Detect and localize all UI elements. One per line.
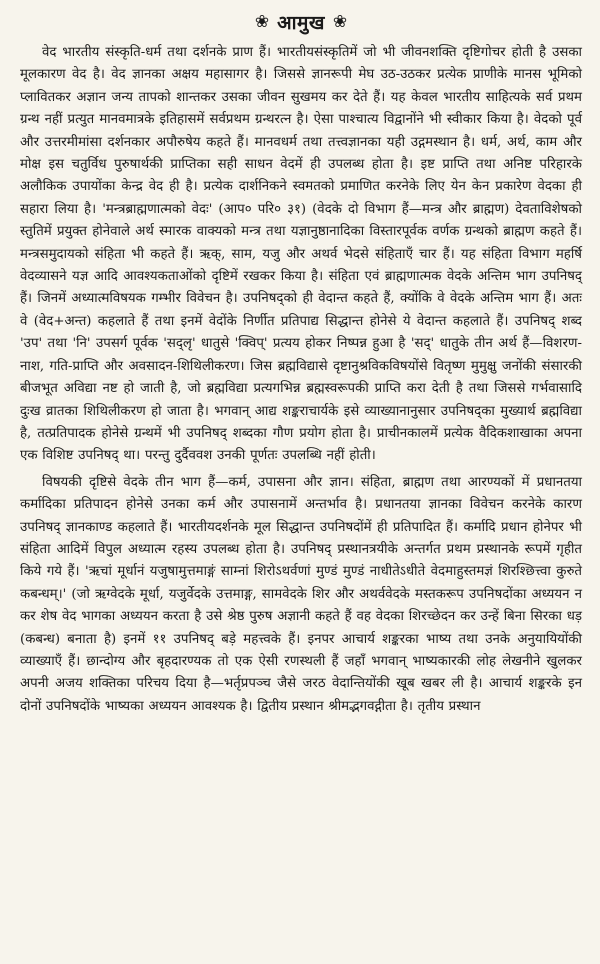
flower-ornament-left-icon: ❀ <box>254 11 270 32</box>
page-title: आमुख <box>277 12 325 34</box>
paragraph-2: विषयकी दृष्टिसे वेदके तीन भाग हैं—कर्म, उपासना और ज्ञान। संहिता, ब्राह्मण तथा आरण्यकों में प्रधानतया कर्मादिका प्रतिपादन होनेसे उनका कर्म और उपासनामें अन्तर्भाव है। प्रधानतया ज्ञानका विवेचन करनेके कारण उपनिषद् ज्ञानकाण्ड कहलाते हैं। भारतीयदर्शनके मूल सिद्धान्त उपनिषदोंमें ही प्रतिपादित हैं। कर्मादि प्रधान होनेपर भी संहिता आदिमें विपुल अध्यात्म रहस्य उपलब्ध होता है। उपनिषद् प्रस्थानत्रयीके अन्तर्गत प्रथम प्रस्थानके रूपमें गृहीत किये गये हैं। 'ऋचां मूर्धानं यजुषामुत्तमाङ्गं साम्नां शिरोऽथर्वणां मुण्डं मुण्डं नाधीतेऽधीते वेदमाहुस्तमज्ञं शिरश्छित्त्वा कुरुते कबन्धम्।' (जो ऋग्वेदके मूर्धा, यजुर्वेदके उत्तमाङ्ग, सामवेदके शिर और अथर्ववेदके मस्तकरूप उपनिषदोंका अध्ययन न कर शेष वेद भागका अध्ययन करता है उसे श्रेष्ठ पुरुष अज्ञानी कहते हैं वह वेदका शिरच्छेदन कर उन्हें बिना सिरका धड़ (कबन्ध) बनाता है) इनमें ११ उपनिषद् बड़े महत्त्वके हैं। इनपर आचार्य शङ्करका भाष्य तथा उनके अनुयायियोंकी व्याख्याएँ हैं। छान्दोग्य और बृहदारण्यक तो एक ऐसी रणस्थली हैं जहाँ भगवान् भाष्यकारकी लोह लेखनीने खुलकर अपनी अजय शक्तिका परिचय दिया है—भर्तृप्रपञ्च जैसे जरठ वेदान्तियोंकी खूब खबर ली है। आचार्य शङ्करके इन दोनों उपनिषदोंके भाष्यका अध्ययन आवश्यक है। द्वितीय प्रस्थान श्रीमद्भगवद्गीता है। तृतीय प्रस्थान <box>20 474 582 714</box>
heading-row <box>20 8 582 36</box>
paragraph-1: वेद भारतीय संस्कृति-धर्म तथा दर्शनके प्राण हैं। भारतीयसंस्कृतिमें जो भी जीवनशक्ति दृष्टिगोचर होती है उसका मूलकारण वेद है। वेद ज्ञानका अक्षय महासागर है। जिससे ज्ञानरूपी मेघ उठ-उठकर प्रत्येक प्राणीके मानस भूमिको प्लावितकर अज्ञान जन्य तापको शान्तकर उसका जीवन सुखमय कर देते हैं। यह केवल भारतीय साहित्यके सर्व प्रथम ग्रन्थ नहीं प्रत्युत मानवमात्रके इतिहासमें सर्वप्रथम ग्रन्थरत्न है। ऐसा पाश्चात्य विद्वानोंने भी स्वीकार किया है। वेदको पूर्व और उत्तरमीमांसा दर्शनकार अपौरुषेय कहते हैं। मानवधर्म तथा तत्त्वज्ञानका यही उद्गमस्थान है। धर्म, अर्थ, काम और मोक्ष इस चतुर्विध पुरुषार्थकी प्राप्तिका सही साधन वेदमें ही उपलब्ध होता है। इष्ट प्राप्ति तथा अनिष्ट परिहारके अलौकिक उपायोंका केन्द्र वेद ही है। प्रत्येक दार्शनिकने स्वमतको प्रमाणित करनेके लिए येन केन प्रकारेण वेदका ही सहारा लिया है। 'मन्त्रब्राह्मणात्मको वेदः' (आप० परि० ३१) (वेदके दो विभाग हैं—मन्त्र और ब्राह्मण) देवताविशेषको स्तुतिमें प्रयुक्त होनेवाले अर्थ स्मारक वाक्यको मन्त्र तथा यज्ञानुष्ठानादिका विस्तारपूर्वक वर्णक ग्रन्थको ब्राह्मण कहते हैं। मन्त्रसमुदायको संहिता भी कहते हैं। ऋक्, साम, यजु और अथर्व भेदसे संहिताएँ चार हैं। यह संहिता विभाग महर्षि वेदव्यासने यज्ञ आदि आवश्यकताओंको दृष्टिमें रखकर किया है। संहिता एवं ब्राह्मणात्मक वेदके अन्तिम भाग उपनिषद् हैं। जिनमें अध्यात्मविषयक गम्भीर विवेचन है। उपनिषद्को ही वेदान्त कहते हैं, क्योंकि वे वेदके अन्तिम भाग हैं। अतः वे (वेद+अन्त) कहलाते हैं तथा इनमें वेदोंके निर्णीत प्रतिपाद्य सिद्धान्त होनेसे ये वेदान्त कहलाते हैं। उपनिषद् शब्द 'उप' तथा 'नि' उपसर्ग पूर्वक 'सद्लृ' धातुसे 'क्विप्' प्रत्यय होकर निष्पन्न हुआ है 'सद्' धातुके तीन अर्थ हैं—विशरण-नाश, गति-प्राप्ति और अवसादन-शिथिलीकरण। जिस ब्रह्मविद्यासे दृष्टानुश्रविकविषयोंसे वितृष्ण मुमुक्षु जनोंकी संसारकी बीजभूत अविद्या नष्ट हो जाती है, जो ब्रह्मविद्या प्रत्यगभिन्न ब्रह्मस्वरूपकी प्राप्ति करा देती है तथा जिससे गर्भवासादि दुःख व्रातका शिथिलीकरण हो जाता है। भगवान् आद्य शङ्कराचार्यके इसे व्याख्यानानुसार उपनिषद्का मुख्यार्थ ब्रह्मविद्या है, तत्प्रतिपादक होनेसे ग्रन्थमें भी उपनिषद् शब्दका गौण प्रयोग होता है। प्राचीनकालमें प्रत्येक वैदिकशाखाका अपना एक विशिष्ट उपनिषद् था। परन्तु दुर्दैववश उनकी पूर्णतः उपलब्धि नहीं होती। <box>20 45 582 464</box>
flower-ornament-right-icon: ❀ <box>332 11 348 32</box>
